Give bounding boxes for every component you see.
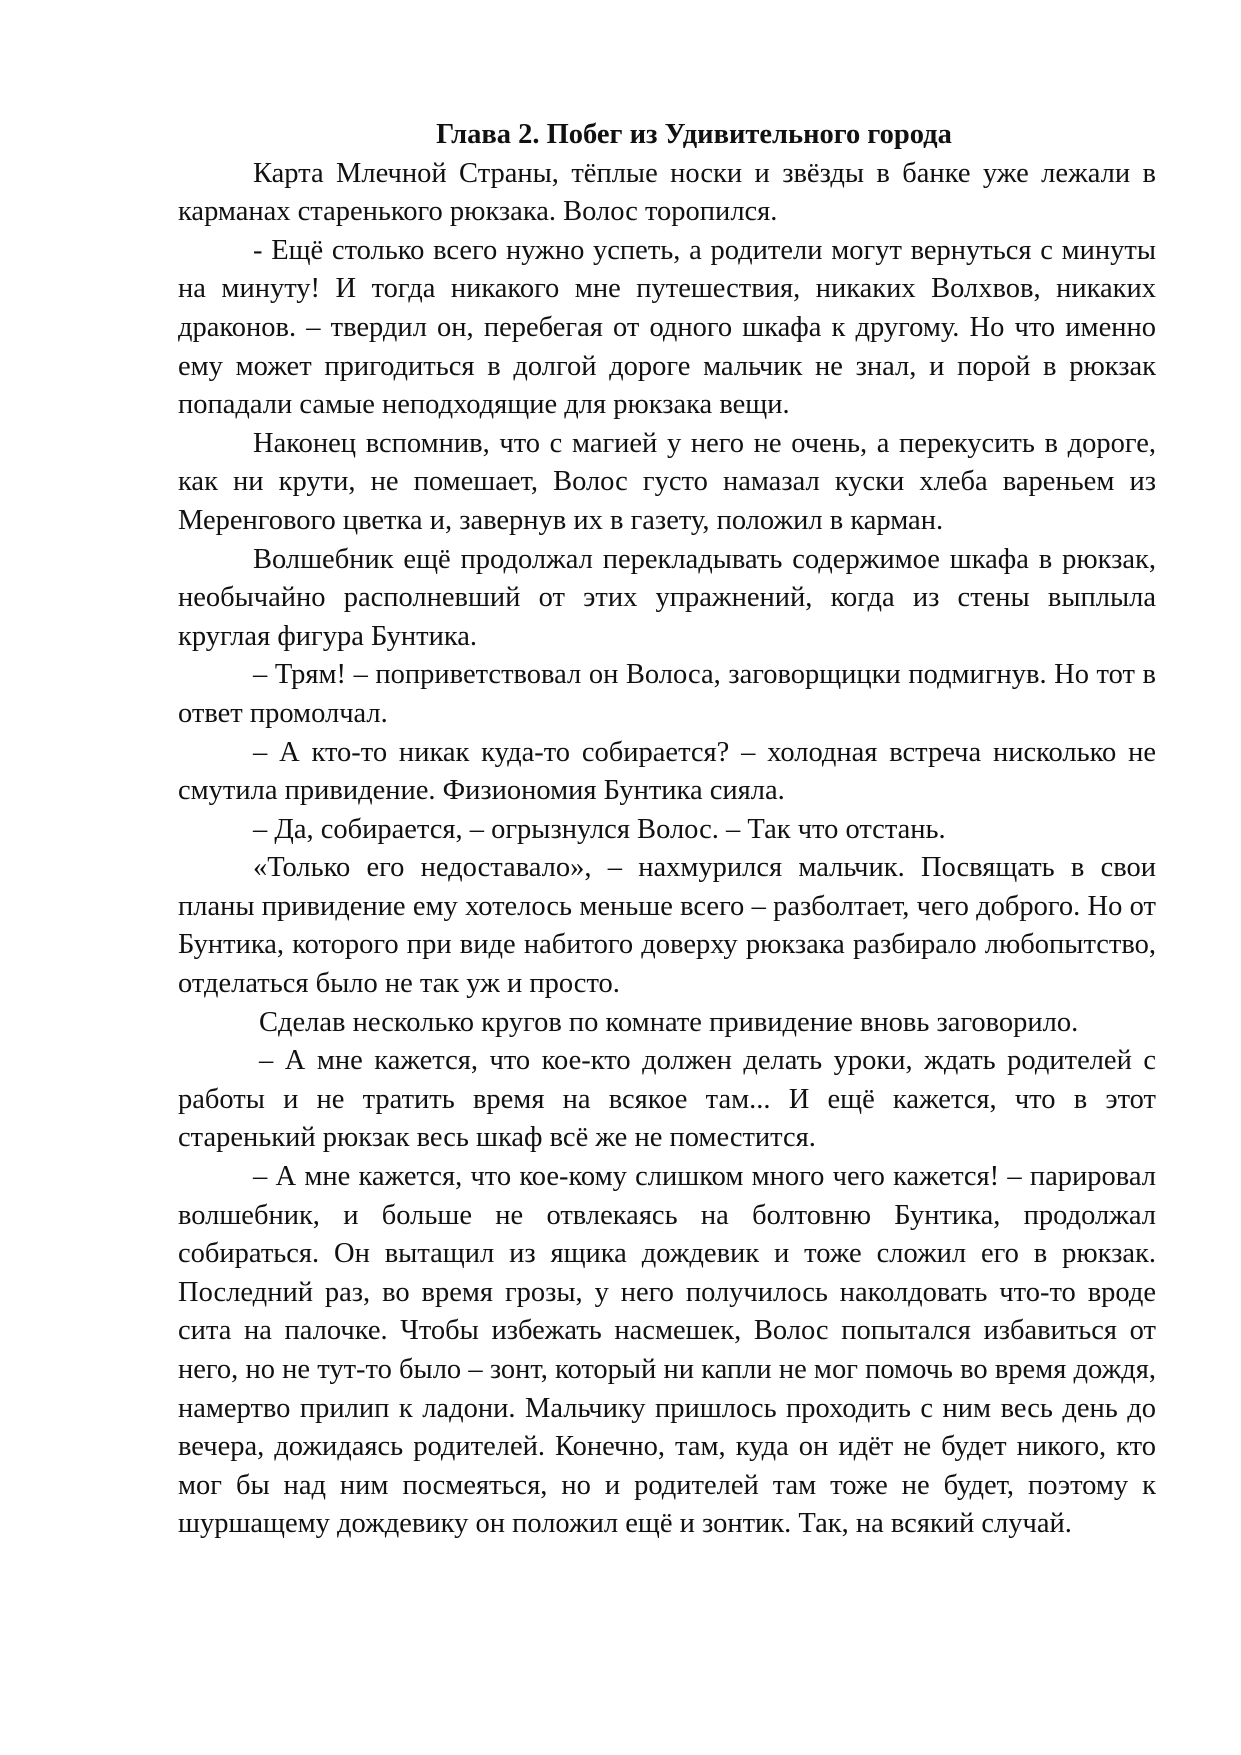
document-page — [178, 116, 1156, 1544]
paragraph: Карта Млечной Страны, тёплые носки и звёзды в банке уже лежали в карманах старенького рюкзака. Волос торопился. — [178, 157, 1156, 228]
paragraph: - Ещё столько всего нужно успеть, а родители могут вернуться с минуты на минуту! И тогда никакого мне путешествия, никаких Волхвов, никаких драконов. – твердил он, перебегая от одного шкафа к другому. Но что именно ему может пригодиться в долгой дороге мальчик не знал, и порой в рюкзак попадали самые неподходящие для рюкзака вещи. — [178, 234, 1156, 421]
paragraph: – А кто-то никак куда-то собирается? – холодная встреча нисколько не смутила привидение. Физиономия Бунтика сияла. — [178, 736, 1156, 807]
paragraph: – А мне кажется, что кое-кто должен делать уроки, ждать родителей с работы и не тратить время на всякое там... И ещё кажется, что в этот старенький рюкзак весь шкаф всё же не поместится. — [178, 1045, 1156, 1154]
paragraph: – Да, собирается, – огрызнулся Волос. – Так что отстань. — [253, 813, 946, 845]
paragraph: Волшебник ещё продолжал перекладывать содержимое шкафа в рюкзак, необычайно располневший от этих упражнений, когда из стены выплыла круглая фигура Бунтика. — [178, 543, 1156, 652]
paragraph: Сделав несколько кругов по комнате привидение вновь заговорило. — [259, 1006, 1079, 1038]
paragraph: – Трям! – поприветствовал он Волоса, заговорщицки подмигнув. Но тот в ответ промолчал. — [178, 659, 1156, 729]
paragraph: Наконец вспомнив, что с магией у него не очень, а перекусить в дороге, как ни крути, не помешает, Волос густо намазал куски хлеба вареньем из Меренгового цветка и, завернув их в газету, положил в карман. — [178, 427, 1156, 536]
paragraph: «Только его недоставало», – нахмурился мальчик. Посвящать в свои планы привидение ему хотелось меньше всего – разболтает, чего доброго. Но от Бунтика, которого при виде набитого доверху рюкзака разбирало любопытство, отделаться было не так уж и просто. — [178, 852, 1156, 1000]
chapter-title: Глава 2. Побег из Удивительного города — [436, 119, 952, 150]
paragraph: – А мне кажется, что кое-кому слишком много чего кажется! – парировал волшебник, и больше не отвлекаясь на болтовню Бунтика, продолжал собираться. Он вытащил из ящика дождевик и тоже сложил его в рюкзак. Последний раз, во время грозы, у него получилось наколдовать что-то вроде сита на палочке. Чтобы избежать насмешек, Волос попытался избавиться от него, но не тут-то было – зонт, который ни капли не мог помочь во время дождя, намертво прилип к ладони. Мальчику пришлось проходить с ним весь день до вечера, дожидаясь родителей. Конечно, там, куда он идёт не будет никого, кто мог бы над ним посмеяться, но и родителей там тоже не будет, поэтому к шуршащему дождевику он положил ещё и зонтик. Так, на всякий случай. — [178, 1161, 1156, 1540]
